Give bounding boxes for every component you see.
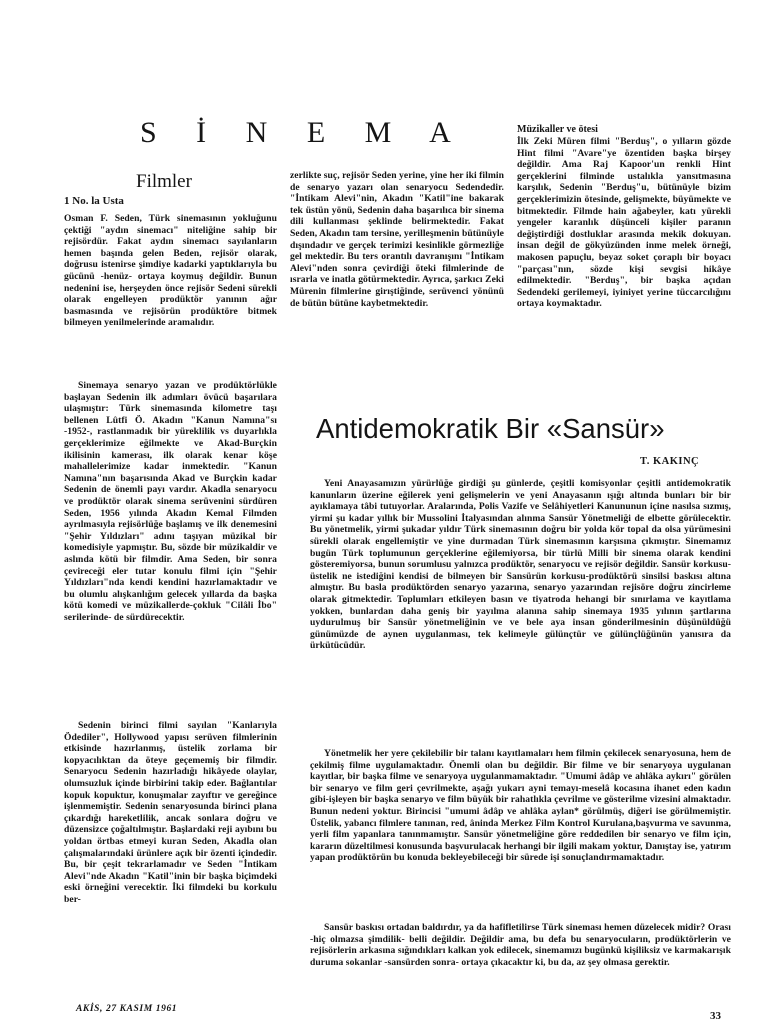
article-paragraph: Sansür baskısı ortadan baldırdır, ya da hafifletilirse Türk sineması hemen düzelecek midir? Orası -hiç olmazsa şimdilik- belli değildir. Değildir ama, bu defa bu senaryocuların, prodüktörlerin ve rejisörlerin arkasına sığındıkları kalkan yok edilecek, sinemamızı bugünkü kişiliksiz ve karmakarışık duruma sokanlar -sansürden sonra- ortaya çıkacaktır ki, bu da, az şey olmasa gerektir. — [310, 922, 731, 968]
main-article-block-2 — [310, 748, 731, 864]
page-number: 33 — [710, 1010, 721, 1022]
article-subheading: 1 No. la Usta — [64, 195, 124, 207]
left-column-block-2 — [64, 380, 277, 623]
column-section-heading: Müzikaller ve ötesi — [517, 124, 598, 135]
article-paragraph: Yönetmelik her yere çekilebilir bir talanı kayıtlamaları hem filmin çekilecek senaryosuna, hem de çekilmiş filme uygulamaktadır. Önemli olan bu değildir. Bir filme ve bir senaryoya uygulanan kayıtlar, bir başka filme ve senaryoya uygulanmamaktadır. "Umumi âdâp ve ahlâka aykırı" görülen bir senaryo ve film geri çevrilmekte, aşağı yukarı ayni temayı-meselâ kocasına ihanet eden kadın gibi-işleyen bir başka senaryo ve film büyük bir rahatlıkla çevrilme ve gösterilme vizesini almaktadır. Bunun nedeni yoktur. Birincisi "umumi âdâp ve ahlâka aylan* görülmüş, diğeri ise görülmemiştir. Üstelik, yabancı filmlere tanınan, red, âninda Merkez Film Kontrol Kurulana,başvurma ve savunma, yerli film yapanlara tanınmamıştır. Sansür yönetmeliğine göre reddedilen bir senaryo ve film için, kararın düzeltilmesi konusunda başvurulacak herhangi bir ilgili makam yoktur, Danıştay ise, yatırım yapan prodüktörün bu konuda bekleyebileceği bir sürede işi sonuçlandırmamaktadır. — [310, 748, 731, 864]
column-section-heading: Filmler — [136, 171, 192, 192]
article-paragraph: İlk Zeki Müren filmi "Berduş", o yılların gözde Hint filmi "Avare"ye özentiden başka birşey değildir. Ama Raj Kapoor'un renkli Hint gerçeklerini filminde ustalıkla yansıtmasına karşılık, Sedenin "Berduş"u, bütünüyle bizim gerçeklerimizin ötesinde, gelişmekte, büyümekte ve bitmektedir. Filmde hain ağabeyler, katı yürekli yengeler karanlık düşünceli kişiler paranın değiştirdiği dostluklar arasında mekik dokuyan. insan değil de gökyüzünden inme melek örneği, makosen papuçlu, beyaz soket çoraplı bir boyacı "parçası"nın, sözde kişi sevgisi hikâye edilmektedir. "Berduş", bir başka açıdan Sedendeki gerilemeyi, iyiniyet yerine tüccarcılığını ortaya koymaktadır. — [517, 136, 731, 310]
left-column-block-3 — [64, 720, 277, 906]
section-title: S İ N E M A — [140, 116, 467, 149]
left-column-block-1 — [64, 213, 277, 329]
publication-footer: AKİS, 27 KASIM 1961 — [76, 1004, 178, 1014]
main-article-block-3 — [310, 922, 731, 968]
article-paragraph: Yeni Anayasamızın yürürlüğe girdiği şu günlerde, çeşitli komisyonlar çeşitli antidemokratik kanunların üzerine eğilerek yeni gelişmelerin ve yeni Anayasanın ışığı altında bunları bir bir ayıklamaya tâbi tutuyorlar. Aralarında, Polis Vazife ve Selâhiyetleri Kanununun içine nasılsa sızmış, yirmi şu kadar yıllık bir Mussolini İtalyasından alınma Sansür Yönetmeliği de elbette görülecektir. Bu yönetmelik, yirmi şukadar yıldır Türk sinemasının doğru bir yolda kör topal da olsa yürümesini sürekli olarak engellemiştir ve yine durmadan Türk sinemasının karşısına çıkmıştır. Sinemamız bugün Türk toplumunun gerçeklerine eğilemiyorsa, bir türlü Milli bir sinema olarak kendini gösteremiyorsa, bunun sorumlusu yalnızca prodüktör, senaryocu ve rejisör değildir. Sansür korkusu-üstelik ne istediğini kendisi de bilmeyen bir Sansürün korkusu-prodüktörü sinsilsi baskısı altına almıştır. Bu basla prodüktörden senaryo yazarına, senaryo yazarından rejisöre doğru zincirleme olarak gitmektedir. Toplumları etkileyen basın ve tiyatroda hehangi bir sınırlama ve kayıtlama yokken, bunlardan daha geniş bir yayılma alanına sahip sinemaya 1935 yılının şartlarına uydurulmuş bir Sansür yönetmeliğinin ve ve bele aya insan gönderilmesinin düşünüldüğü günümüzde de aynen uygulanması, tek kelimeyle gülünçtür ve gülünçlüğünün yanısıra da ürkütücüdür. — [310, 478, 731, 652]
article-paragraph: Sinemaya senaryo yazan ve prodüktörlükle başlayan Sedenin ilk adımları övücü başarılara ulaşmıştır: Türk sinemasında kilometre taşı bellenen Lûtfi Ö. Akadın "Kanun Namına"sı -1952-, rastlanmadık bir yüreklilik vs duyarlıkla gerçeklerimize eğilmekte ve Akad-Burçkin ikilisinin kamerası, ilk olarak kenar köşe mahallelerimize kadar inmektedir. "Kanun Namına"nın başarısında Akad ve Burçkin kadar Sedenin de önemli payı vardır. Akadla senaryocu ve prodüktör olarak sinema serüvenini sürdüren Seden, 1956 yılında Akadın Kemal Filmden ayrılmasıyla rejisörlüğe başlamış ve ilk denemesini "Şehir Yıldızları" adını taşıyan müzikal bir komedisiyle yapmıştır. Bu, sözde bir müzikaldir ve aslında kötü bir filmdir. Ama Seden, bir sonra çevireceği eler tutar konulu filmi için "Şehir Yıldızları"nda kendi kendini hazırlamaktadır ve bu olumlu alışkanlığım gelecek yıllarda da başka kötü komedi ve müzikallerde-çokluk "Cilâli İbo" serilerinde- de sürdürecektir. — [64, 380, 277, 623]
article-paragraph: Osman F. Seden, Türk sinemasının yokluğunu çektiği "aydın sinemacı" niteliğine sahip bir rejisördür. Fakat aydın sinemacı sayılanların hemen başında gelen Beden, rejisör olarak, doğrusu istenirse şimdiye kadarki yaptıklarıyla bu gücünü -henüz- ortaya koymuş değildir. Bunun nedenini ise, herşeyden önce rejisör Sedeni sürekli olarak engelleyen prodüktör yanının ağır basmasında ve rejisörün prodüktöre bitmek bilmeyen yenilmelerinde aramalıdır. — [64, 213, 277, 329]
article-author: T. KAKINÇ — [640, 456, 700, 467]
article-paragraph: Sedenin birinci filmi sayılan "Kanlarıyla Ödediler", Hollywood yapısı serüven filmlerinin etkisinde hazırlanmış, üstelik zorlama bir kopyacılıktan da öteye geçememiş bir filmdir. Senaryocu Sedenin hazırladığı hikâyede olaylar, olumsuzluk içinde birbirini takip eder. Bağlantılar kopuk kopuktur, konuşmalar zayıftır ve gereğince işlenmemiştir. Sedenin senaryosunda birinci plana çıkardığı hareketlilik, ancak sonlara doğru ve düzensizce çoğaltılmıştır. Başlardaki reji ayıbını bu yoldan örtbas etmeyi kuran Seden, Akadla olan çalışmalarındaki ürünlere açık bir özenti içindedir. Bu, bir çeşit tekrarlamadır ve Seden "İntikam Alevi"nde Akadın "Katil"inin bir başka biçimdeki eski örneğini verecektir. İki filmdeki bu korkulu ber- — [64, 720, 277, 905]
main-article-block-1 — [310, 478, 731, 652]
article-headline: Antidemokratik Bir «Sansür» — [316, 413, 665, 444]
middle-column — [290, 170, 504, 309]
article-paragraph-continued: zerlikte suç, rejisör Seden yerine, yine her iki filmin de senaryo yazarı olan senaryocu Sedendedir. "İntikam Alevi"nin, Akadın "Katil"ine bakarak tek üstün yönü, Sedenin daha başarılıca bir sinema dili kullanması şeklinde belirmektedir. Fakat Seden, Akadın tam tersine, yerilleşmenin bütünüyle dışındadır ve gerçek terimizi kesinlikle görmezliğe gel mektedir. Bu ters orantılı davranışını "İntikam Alevi"nden sonra çevirdiği öteki filmlerinde de ısrarla ve inatla götürmektedir. Ayrıca, şarkıcı Zeki Mürenin filmlerine girıştiğinde, serüvenci yönünü de bütün bütüne kaybetmektedir. — [290, 170, 504, 309]
right-column — [517, 124, 731, 310]
